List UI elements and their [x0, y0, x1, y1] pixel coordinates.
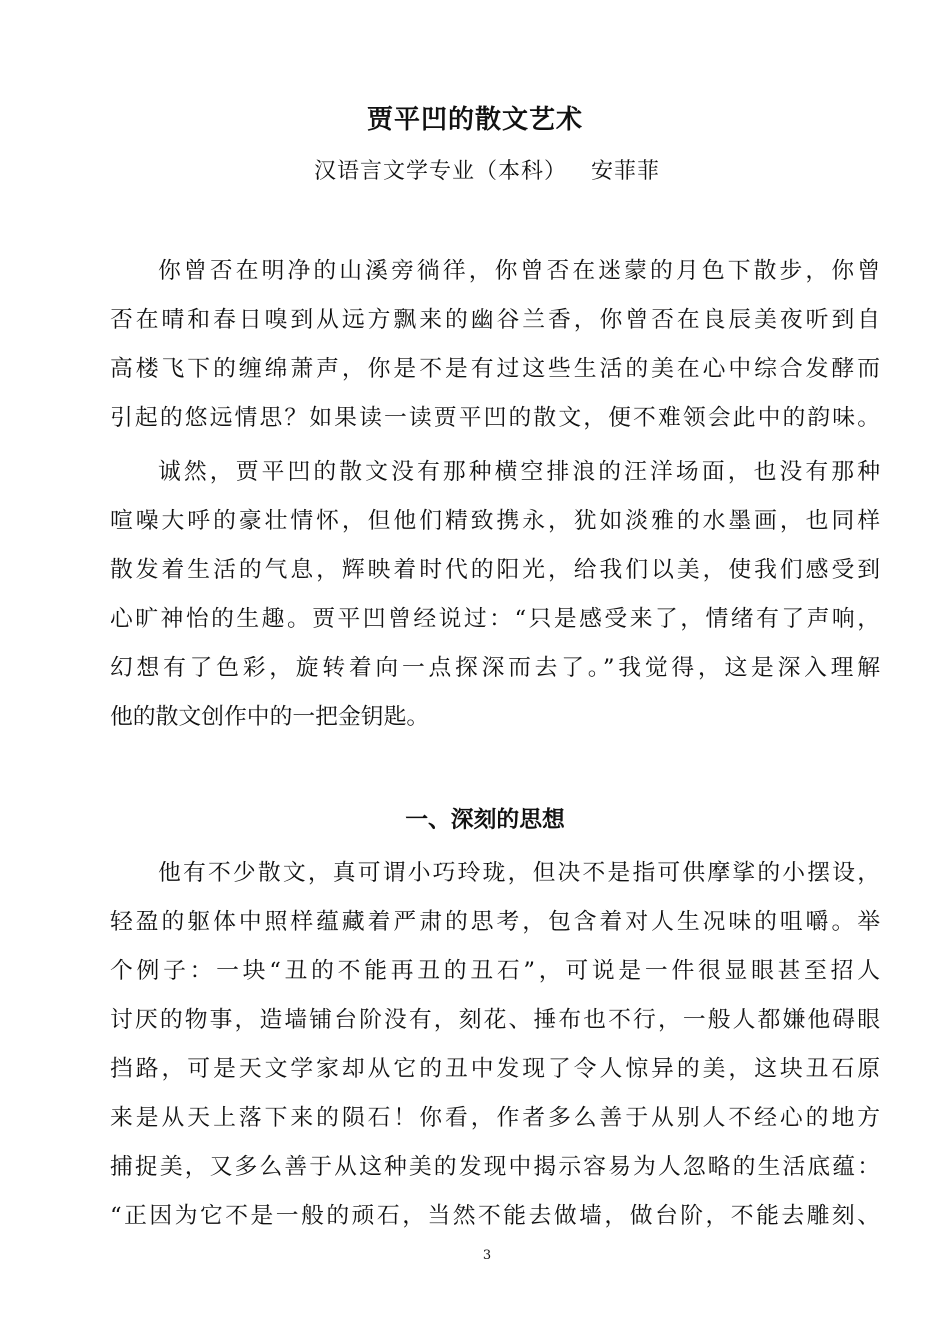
section-1-line: 捕捉美，又多么善于从这种美的发现中揭示容易为人忽略的生活底蕴：	[110, 1154, 880, 1180]
paragraph-2-line: 诚然，贾平凹的散文没有那种横空排浪的汪洋场面，也没有那种	[158, 459, 880, 485]
page-number: 3	[482, 1248, 492, 1263]
section-heading: 一、深刻的思想	[405, 807, 565, 833]
section-1-line: 轻盈的躯体中照样蕴藏着严肃的思考，包含着对人生况味的咀嚼。举	[110, 909, 880, 935]
paragraph-2-line: 喧噪大呼的豪壮情怀，但他们精致携永，犹如淡雅的水墨画，也同样	[110, 508, 880, 534]
paragraph-2-line: 心旷神怡的生趣。贾平凹曾经说过：“只是感受来了，情绪有了声响，	[110, 606, 880, 632]
paragraph-2-line: 散发着生活的气息，辉映着时代的阳光，给我们以美，使我们感受到	[110, 557, 880, 583]
paragraph-2-line: 幻想有了色彩，旋转着向一点探深而去了。”我觉得，这是深入理解	[110, 655, 880, 681]
section-1-line: 个例子：一块“丑的不能再丑的丑石”，可说是一件很显眼甚至招人	[110, 958, 880, 984]
author-byline: 汉语言文学专业（本科） 安菲菲	[314, 159, 660, 184]
section-1-line: 来是从天上落下来的陨石！你看，作者多么善于从别人不经心的地方	[110, 1105, 880, 1131]
paragraph-1-line: 否在晴和春日嗅到从远方飘来的幽谷兰香，你曾否在良辰美夜听到自	[110, 307, 880, 333]
paragraph-1-line: 引起的悠远情思？如果读一读贾平凹的散文，便不难领会此中的韵味。	[110, 405, 880, 431]
section-1-line: 他有不少散文，真可谓小巧玲珑，但决不是指可供摩挲的小摆设，	[158, 860, 880, 886]
document-title: 贾平凹的散文艺术	[366, 105, 583, 135]
section-1-line: 讨厌的物事，造墙铺台阶没有，刻花、捶布也不行，一般人都嫌他碍眼	[110, 1007, 880, 1033]
section-1-line: “正因为它不是一般的顽石，当然不能去做墙，做台阶，不能去雕刻、	[110, 1203, 880, 1229]
paragraph-1-line: 你曾否在明净的山溪旁徜徉，你曾否在迷蒙的月色下散步，你曾	[158, 258, 880, 284]
section-1-line: 挡路，可是天文学家却从它的丑中发现了令人惊异的美，这块丑石原	[110, 1056, 880, 1082]
paragraph-1-line: 高楼飞下的缠绵萧声，你是不是有过这些生活的美在心中综合发酵而	[110, 356, 880, 382]
paragraph-2-line: 他的散文创作中的一把金钥匙。	[110, 704, 430, 730]
